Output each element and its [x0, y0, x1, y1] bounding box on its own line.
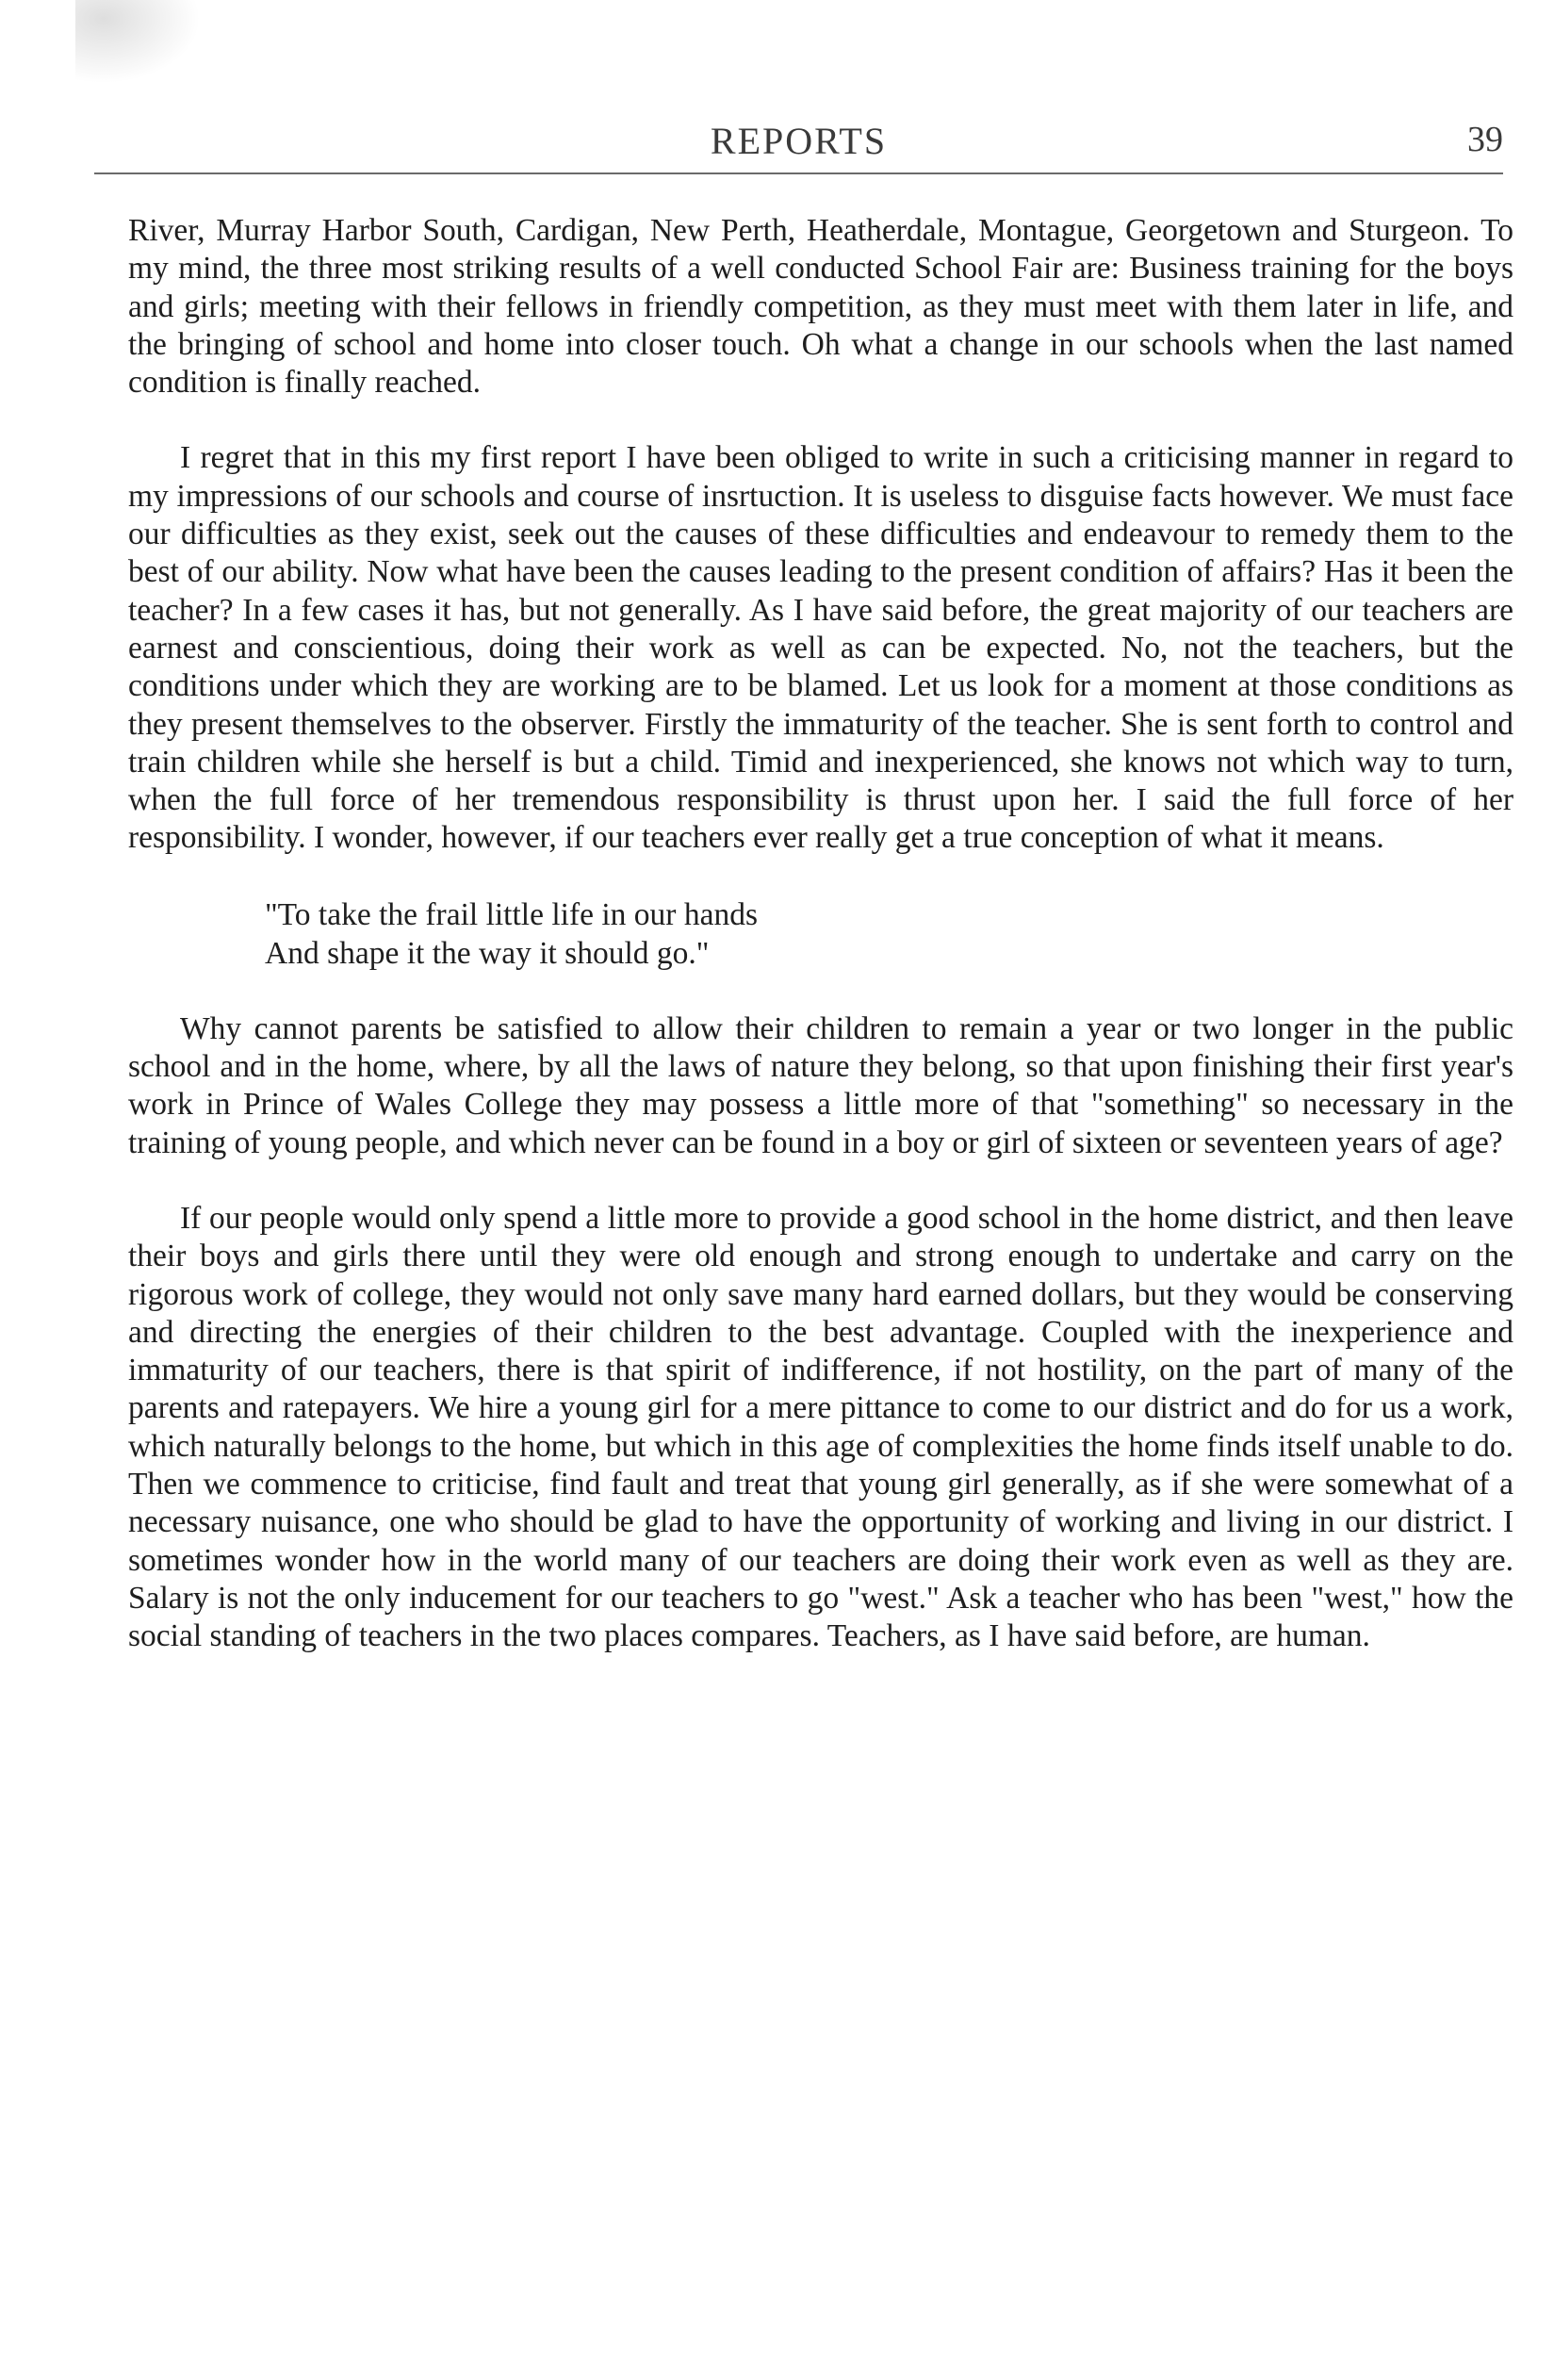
paragraph: I regret that in this my first report I have been obliged to write in such a criticising manner in regard to my impressions of our schools and course of insrtuction. It is useless to disguise facts however. We must face our difficulties as they exist, seek out the causes of these difficulties and endeavour to remedy them to the best of our ability. Now what have been the causes leading to the present condition of affairs? Has it been the teacher? In a few cases it has, but not generally. As I have said before, the great majority of our teachers are earnest and conscientious, doing their work as well as can be expected. No, not the teachers, but the conditions under which they are working are to be blamed. Let us look for a moment at those conditions as they present themselves to the observer. Firstly the immaturity of the teacher. She is sent forth to control and train children while she herself is but a child. Timid and inexperienced, she knows not which way to turn, when the full force of her tremendous responsibility is thrust upon her. I said the full force of her responsibility. I wonder, however, if our teachers ever really get a true conception of what it means. [128, 440, 1513, 856]
body-text [128, 212, 1513, 1656]
paragraph-continued: River, Murray Harbor South, Cardigan, New Perth, Heatherdale, Montague, Georgetown and Sturgeon. To my mind, the three most striking results of a well conducted School Fair are: Business training for the boys and girls; meeting with their fellows in friendly competition, as they must meet with them later in life, and the bringing of school and home into closer touch. Oh what a change in our schools when the last named condition is finally reached. [128, 213, 1513, 401]
page-number: 39 [1467, 120, 1503, 159]
verse-line: And shape it the way it should go." [265, 935, 710, 971]
paragraph: If our people would only spend a little more to provide a good school in the home district, and then leave their boys and girls there until they were old enough and strong enough to undertake and carry on the rigorous work of college, they would not only save many hard earned dollars, but they would be conserving and directing the energies of their children to the best advantage. Coupled with the inexperience and immaturity of our teachers, there is that spirit of indifference, if not hostility, on the part of many of the parents and ratepayers. We hire a young girl for a mere pittance to come to our district and do for us a work, which naturally belongs to the home, but which in this age of complexities the home finds itself unable to do. Then we commence to criticise, find fault and treat that young girl generally, as if she were somewhat of a necessary nuisance, one who should be glad to have the opportunity of working and living in our district. I sometimes wonder how in the world many of our teachers are doing their work even as well as they are. Salary is not the only inducement for our teachers to go "west." Ask a teacher who has been "west," how the social standing of teachers in the two places compares. Teachers, as I have said before, are human. [128, 1200, 1513, 1654]
verse-line: "To take the frail little life in our hands [265, 896, 758, 932]
header-rule [94, 172, 1503, 174]
running-header [94, 111, 1503, 168]
running-title: REPORTS [710, 120, 888, 162]
scan-smudge [75, 0, 217, 94]
paragraph: Why cannot parents be satisfied to allow their children to remain a year or two longer in the public school and in the home, where, by all the laws of nature they belong, so that upon finishing their first year's work in Prince of Wales College they may possess a little more of that "something" so necessary in the training of young people, and which never can be found in a boy or girl of sixteen or seventeen years of age? [128, 1010, 1513, 1160]
verse-quote [265, 895, 1513, 973]
